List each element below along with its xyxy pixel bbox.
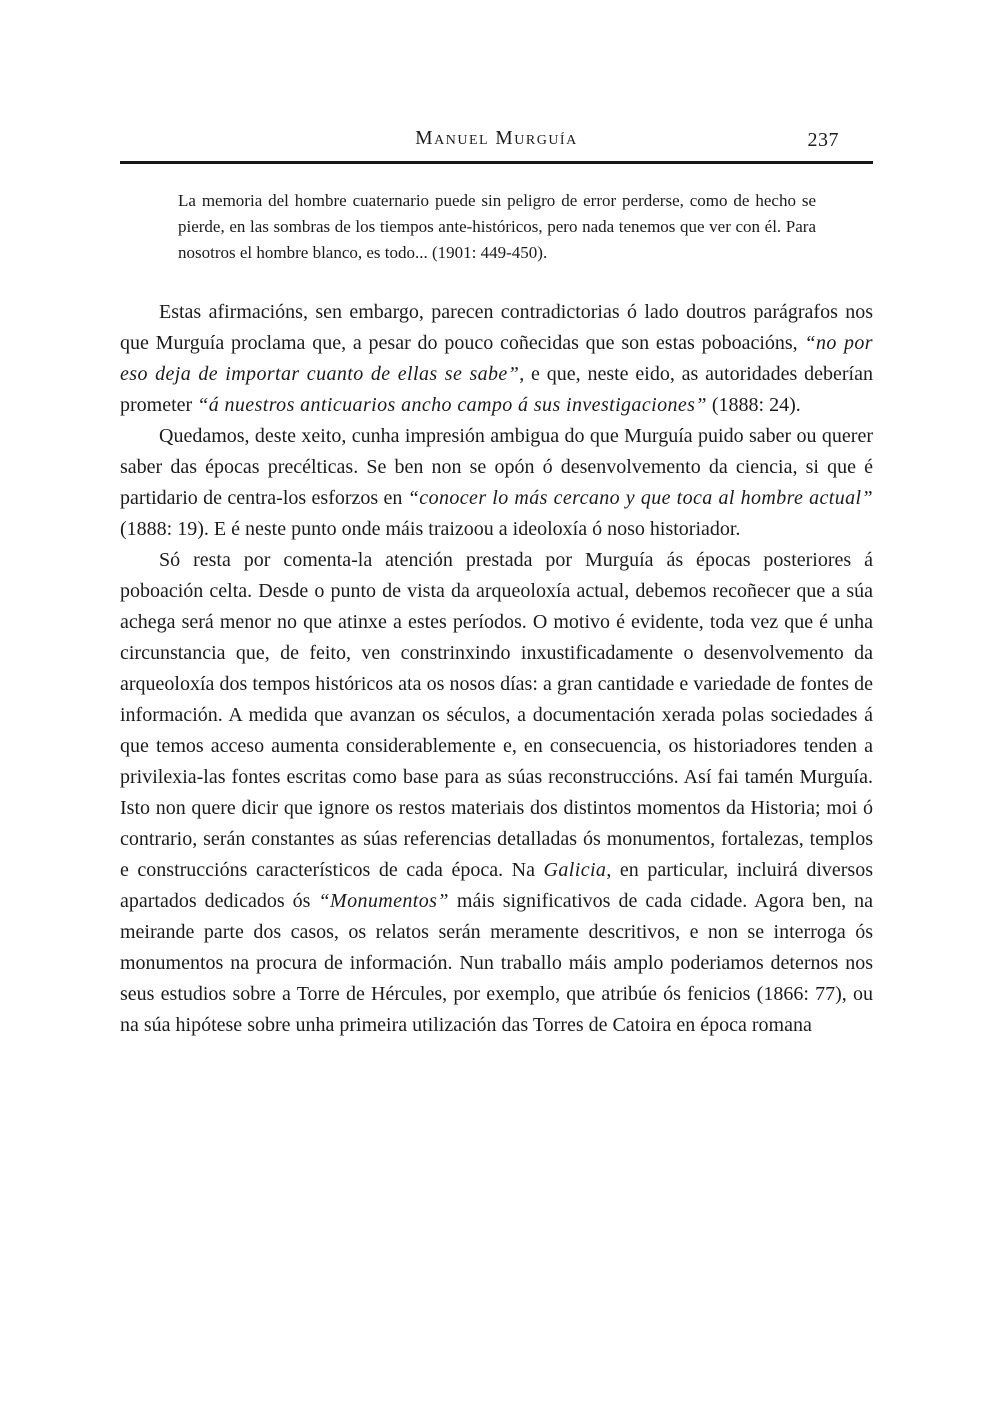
text-run: (1888: 19). E é neste punto onde máis traizoou a ideoloxía ó noso historiador. xyxy=(120,518,741,540)
italic-text-run: “no por eso deja de importar cuanto de ellas se sabe” xyxy=(120,332,873,385)
text-run: , en particular, incluirá diversos apartados dedicados ós xyxy=(120,859,873,912)
text-run: Quedamos, deste xeito, cunha impresión ambigua do que Murguía puido saber ou querer saber das épocas precélticas. Se ben non se opón ó desenvolvemento da ciencia, si que é partidario de centra-los esforzos en xyxy=(120,425,873,509)
text-run: Estas afirmacións, sen embargo, parecen contradictorias ó lado doutros parágrafos nos que Murguía proclama que, a pesar do pouco coñecidas que son estas poboacións, xyxy=(120,301,873,354)
text-run: máis significativos de cada cidade. Agora ben, na meirande parte dos casos, os relatos serán meramente descritivos, e non se interroga ós monumentos na procura de información. Nun traballo máis amplo poderiamos deternos nos seus estudios sobre a Torre de Hércules, por exemplo, que atribúe ós fenicios (1866: 77), ou na súa hipótese sobre unha primeira utilización das Torres de Catoira en época romana xyxy=(120,890,873,1036)
block-quote: La memoria del hombre cuaternario puede sin peligro de error perderse, como de hecho se pierde, en las sombras de los tiempos ante-históricos, pero nada tenemos que ver con él. Para nosotros el hombre blanco, es todo... (1901: 449-450). xyxy=(178,191,816,262)
paragraph xyxy=(120,421,873,545)
type-area xyxy=(120,128,873,1041)
italic-text-run: “Monumentos” xyxy=(318,890,449,912)
paragraph xyxy=(120,545,873,1041)
italic-text-run: “conocer lo más cercano y que toca al hombre actual” xyxy=(407,487,873,509)
running-head xyxy=(120,128,873,158)
page-number: 237 xyxy=(807,129,839,151)
paragraph xyxy=(120,297,873,421)
text-run: Só resta por comenta-la atención prestada por Murguía ás épocas posteriores á poboación celta. Desde o punto de vista da arqueoloxía actual, debemos recoñecer que a súa achega será menor no que atinxe a estes períodos. O motivo é evidente, toda vez que é unha circunstancia que, de feito, ven constrinxindo inxustificadamente o desenvolvemento da arqueoloxía dos tempos históricos ata os nosos días: a gran cantidade e variedade de fontes de información. A medida que avanzan os séculos, a documentación xerada polas sociedades á que temos acceso aumenta considerablemente e, en consecuencia, os historiadores tenden a privilexia-las fontes escritas como base para as súas reconstruccións. Así fai tamén Murguía. Isto non quere dicir que ignore os restos materiais dos distintos momentos da Historia; moi ó contrario, serán constantes as súas referencias detalladas ós monumentos, fortalezas, templos e construccións característicos de cada época. Na xyxy=(120,549,873,881)
italic-text-run: Galicia xyxy=(543,859,607,881)
body-paragraphs xyxy=(120,297,873,1041)
running-title: Manuel Murguía xyxy=(415,128,578,149)
italic-text-run: “á nuestros anticuarios ancho campo á sus investigaciones” xyxy=(197,394,707,416)
text-run: (1888: 24). xyxy=(706,394,801,416)
text-run: , e que, neste eido, as autoridades deberían prometer xyxy=(120,363,873,416)
header-rule xyxy=(120,161,873,164)
